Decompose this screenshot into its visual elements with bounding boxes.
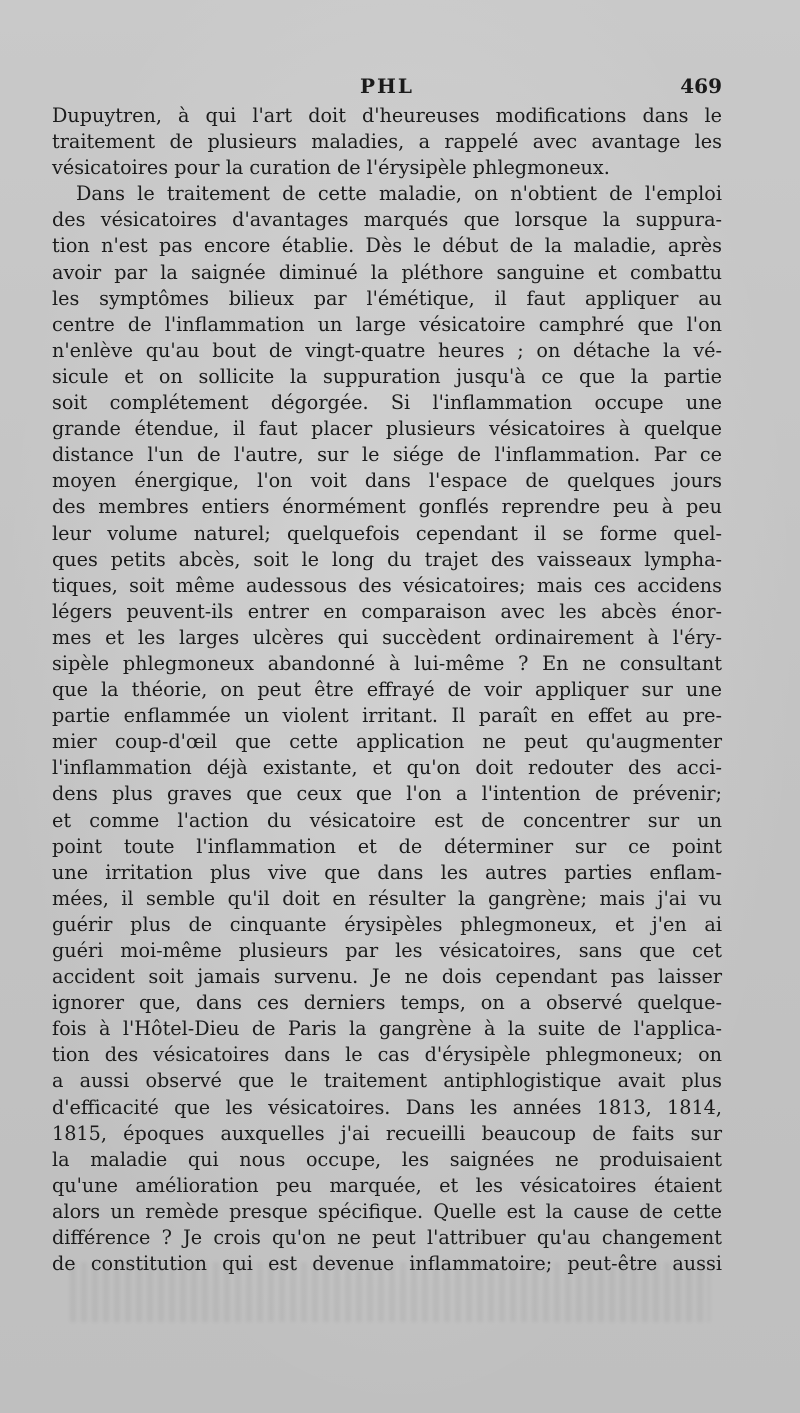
text-line: guérir plus de cinquante érysipèles phlegmoneux, et j'en ai bbox=[52, 912, 722, 936]
text-line: légers peuvent-ils entrer en comparaison avec les abcès énor- bbox=[52, 599, 722, 623]
show-through-bleed bbox=[70, 1262, 710, 1322]
text-line: ques petits abcès, soit le long du trajet des vaisseaux lympha- bbox=[52, 547, 722, 571]
text-line: de constitution qui est devenue inflammatoire; peut-être aussi bbox=[52, 1252, 722, 1276]
text-line: soit complétement dégorgée. Si l'inflammation occupe une bbox=[52, 391, 722, 415]
text-line: point toute l'inflammation et de déterminer sur ce point bbox=[52, 834, 722, 858]
text-line: dens plus graves que ceux que l'on a l'intention de prévenir; bbox=[52, 782, 722, 806]
text-line: que la théorie, on peut être effrayé de voir appliquer sur une bbox=[52, 678, 722, 702]
text-line: Dupuytren, à qui l'art doit d'heureuses modifications dans le bbox=[52, 104, 722, 127]
text-line: différence ? Je crois qu'on ne peut l'attribuer qu'au changement bbox=[52, 1226, 722, 1250]
text-line: 1815, époques auxquelles j'ai recueilli beaucoup de faits sur bbox=[52, 1121, 722, 1145]
text-line: mier coup-d'œil que cette application ne peut qu'augmenter bbox=[52, 730, 722, 754]
text-line: leur volume naturel; quelquefois cependant il se forme quel- bbox=[52, 521, 722, 545]
text-line: centre de l'inflammation un large vésicatoire camphré que l'on bbox=[52, 312, 722, 336]
text-line: grande étendue, il faut placer plusieurs vésicatoires à quelque bbox=[52, 417, 722, 441]
text-line: l'inflammation déjà existante, et qu'on doit redouter des acci- bbox=[52, 756, 722, 780]
text-line: une irritation plus vive que dans les autres parties enflam- bbox=[52, 860, 722, 884]
text-line: moyen énergique, l'on voit dans l'espace de quelques jours bbox=[52, 469, 722, 493]
text-line: d'efficacité que les vésicatoires. Dans les années 1813, 1814, bbox=[52, 1095, 722, 1119]
text-line: les symptômes bilieux par l'émétique, il faut appliquer au bbox=[52, 286, 722, 310]
text-line: sicule et on sollicite la suppuration jusqu'à ce que la partie bbox=[52, 364, 722, 388]
page-header bbox=[52, 70, 722, 100]
text-line: qu'une amélioration peu marquée, et les vésicatoires étaient bbox=[52, 1173, 722, 1197]
text-line: et comme l'action du vésicatoire est de concentrer sur un bbox=[52, 808, 722, 832]
page-number: 469 bbox=[680, 74, 722, 98]
body-text bbox=[52, 103, 722, 1277]
text-line: traitement de plusieurs maladies, a rappelé avec avantage les bbox=[52, 130, 722, 154]
text-line: sipèle phlegmoneux abandonné à lui-même ? En ne consultant bbox=[52, 651, 722, 675]
text-line: tion n'est pas encore établie. Dès le début de la maladie, après bbox=[52, 234, 722, 258]
text-line: fois à l'Hôtel-Dieu de Paris la gangrène à la suite de l'applica- bbox=[52, 1017, 722, 1041]
text-line: tion des vésicatoires dans le cas d'érysipèle phlegmoneux; on bbox=[52, 1043, 722, 1067]
text-line: guéri moi-même plusieurs par les vésicatoires, sans que cet bbox=[52, 939, 722, 962]
text-line: avoir par la saignée diminué la pléthore sanguine et combattu bbox=[52, 260, 722, 284]
text-line: alors un remède presque spécifique. Quelle est la cause de cette bbox=[52, 1199, 722, 1223]
text-line: vésicatoires pour la curation de l'érysipèle phlegmoneux. bbox=[52, 156, 610, 180]
text-line: n'enlève qu'au bout de vingt-quatre heures ; on détache la vé- bbox=[52, 338, 722, 362]
text-line: partie enflammée un violent irritant. Il paraît en effet au pre- bbox=[52, 704, 722, 728]
text-line: des vésicatoires d'avantages marqués que lorsque la suppura- bbox=[52, 208, 722, 232]
text-line: ignorer que, dans ces derniers temps, on a observé quelque- bbox=[52, 991, 722, 1015]
text-line: mes et les larges ulcères qui succèdent ordinairement à l'éry- bbox=[52, 625, 722, 649]
text-line: tiques, soit même audessous des vésicatoires; mais ces accidens bbox=[52, 573, 722, 597]
text-line: Dans le traitement de cette maladie, on n'obtient de l'emploi bbox=[76, 182, 722, 206]
text-line: des membres entiers énormément gonflés reprendre peu à peu bbox=[52, 495, 722, 519]
text-line: mées, il semble qu'il doit en résulter la gangrène; mais j'ai vu bbox=[52, 886, 722, 910]
text-line: distance l'un de l'autre, sur le siége de l'inflammation. Par ce bbox=[52, 443, 722, 467]
text-line: a aussi observé que le traitement antiphlogistique avait plus bbox=[52, 1069, 722, 1093]
text-line: accident soit jamais survenu. Je ne dois cependant pas laisser bbox=[52, 965, 722, 989]
running-head: PHL bbox=[360, 74, 414, 98]
text-line: la maladie qui nous occupe, les saignées ne produisaient bbox=[52, 1147, 722, 1171]
